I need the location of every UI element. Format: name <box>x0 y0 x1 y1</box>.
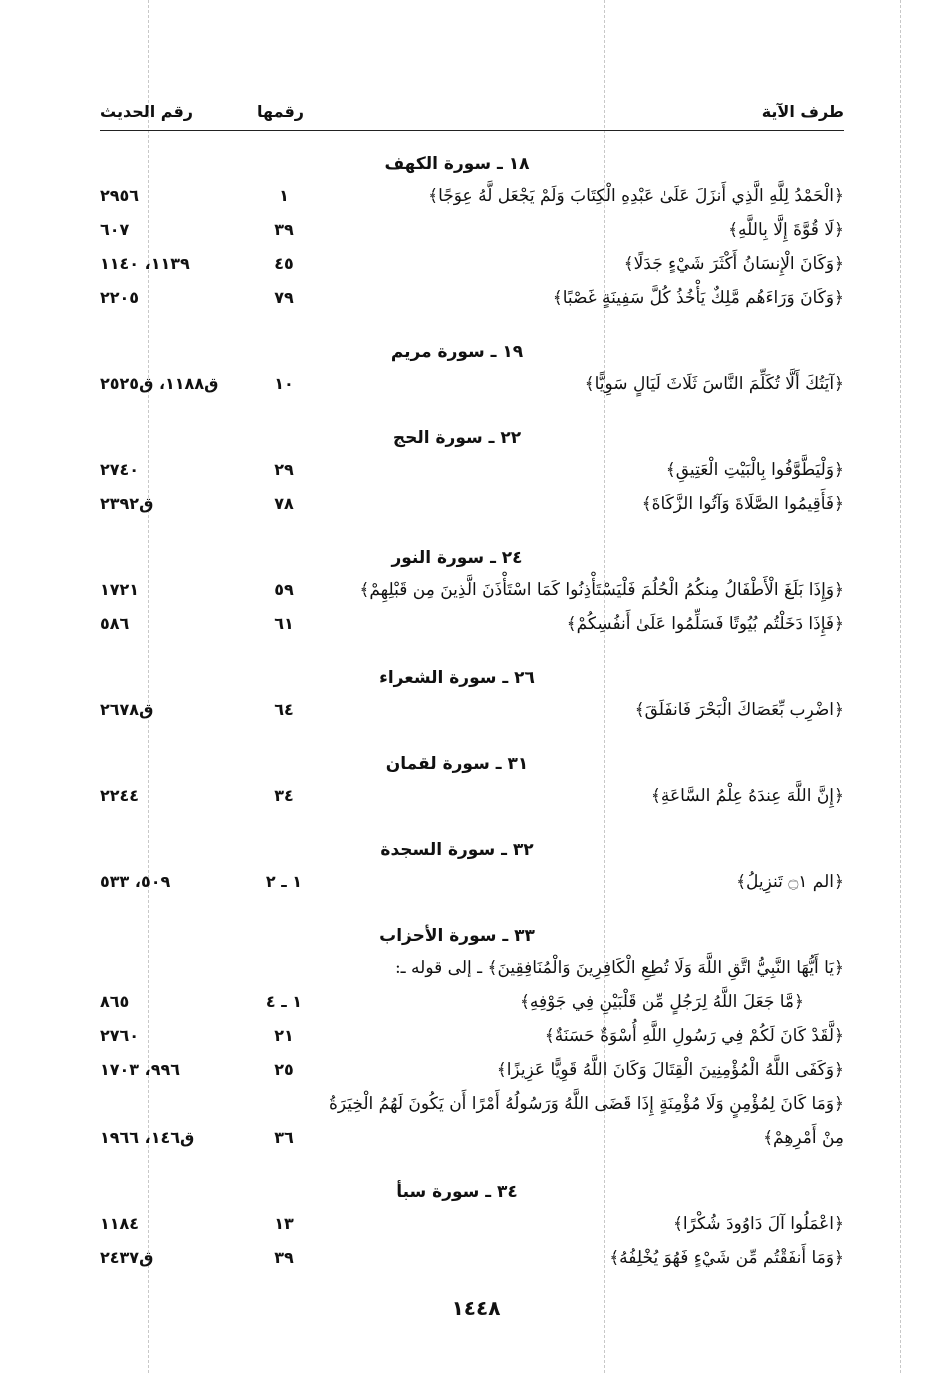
index-page <box>100 96 844 1275</box>
verse-excerpt: ﴿وَكَفَى اللَّهُ الْمُؤْمِنِينَ الْقِتَالَ وَكَانَ اللَّهُ قَوِيًّا عَزِيزًا﴾ <box>496 1060 844 1080</box>
index-row <box>100 247 844 281</box>
verse-excerpt: ﴿اضْرِب بِّعَصَاكَ الْبَحْرَ فَانفَلَقَ﴾ <box>634 700 844 720</box>
surah-section <box>100 337 844 401</box>
verse-excerpt: ﴿اعْمَلُوا آلَ دَاوُودَ شُكْرًا﴾ <box>672 1214 844 1234</box>
index-row <box>100 281 844 315</box>
index-row <box>100 985 844 1019</box>
index-row <box>100 213 844 247</box>
verse-excerpt: ﴿إِنَّ اللَّهَ عِندَهُ عِلْمُ السَّاعَةِ﴾ <box>650 786 844 806</box>
index-row <box>100 1087 844 1155</box>
surah-section <box>100 423 844 521</box>
hadith-number: ٢٢٤٤ <box>100 786 140 805</box>
verse-excerpt: ﴿الْحَمْدُ لِلَّهِ الَّذِي أَنزَلَ عَلَىٰ عَبْدِهِ الْكِتَابَ وَلَمْ يَجْعَل لَّهُ عِوَجًا﴾ <box>428 186 844 206</box>
index-row <box>100 865 844 899</box>
index-row <box>100 779 844 813</box>
verse-number: ٢١ <box>274 1026 294 1045</box>
surah-title: ٢٤ ـ سورة النور <box>391 548 523 568</box>
verse-number: ٣٦ <box>274 1128 294 1147</box>
surah-title: ٢٦ ـ سورة الشعراء <box>379 668 535 688</box>
verse-excerpt: ﴿يَا أَيُّهَا النَّبِيُّ اتَّقِ اللَّهَ وَلَا تُطِعِ الْكَافِرِينَ وَالْمُنَافِقِينَ﴾ ـ إلى قوله ـ: <box>394 958 844 978</box>
hadith-number: ٢٢٠٥ <box>100 288 140 307</box>
surah-section <box>100 543 844 641</box>
hadith-number-column-header: رقم الحديث <box>100 102 194 121</box>
index-row <box>100 1019 844 1053</box>
verse-excerpt: ﴿وَمَا كَانَ لِمُؤْمِنٍ وَلَا مُؤْمِنَةٍ إِذَا قَضَى اللَّهُ وَرَسُولُهُ أَمْرًا أَن يَكُونَ لَهُمُ الْخِيَرَةُ مِنْ أَمْرِهِمْ﴾ <box>328 1094 844 1148</box>
surah-title: ٣٤ ـ سورة سبأ <box>396 1182 518 1202</box>
hadith-number: ق٢٣٩٢ <box>100 494 154 513</box>
index-row <box>100 179 844 213</box>
hadith-number: ٥٨٦ <box>100 614 130 633</box>
verse-number: ٧٨ <box>274 494 294 513</box>
verse-excerpt: ﴿مَّا جَعَلَ اللَّهُ لِرَجُلٍ مِّن قَلْبَيْنِ فِي جَوْفِهِ﴾ <box>519 992 804 1012</box>
verse-excerpt: ﴿لَا قُوَّةَ إِلَّا بِاللَّهِ﴾ <box>728 220 844 240</box>
hadith-number: ٥٠٩، ٥٣٣ <box>100 872 171 891</box>
verse-number: ١٠ <box>274 374 294 393</box>
index-row <box>100 487 844 521</box>
hadith-number: ٦٠٧ <box>100 220 130 239</box>
surah-title: ٣١ ـ سورة لقمان <box>385 754 529 774</box>
surah-section <box>100 921 844 1155</box>
verse-number: ٥٩ <box>274 580 294 599</box>
hadith-number: ق٢٦٧٨ <box>100 700 154 719</box>
verse-number: ٧٩ <box>274 288 294 307</box>
surah-section <box>100 1177 844 1275</box>
verse-excerpt: ﴿وَكَانَ الْإِنسَانُ أَكْثَرَ شَيْءٍ جَدَلًا﴾ <box>623 254 844 274</box>
verse-number: ٣٤ <box>274 786 294 805</box>
surah-title: ٢٢ ـ سورة الحج <box>392 428 522 448</box>
verse-excerpt: ﴿وَإِذَا بَلَغَ الْأَطْفَالُ مِنكُمُ الْحُلُمَ فَلْيَسْتَأْذِنُوا كَمَا اسْتَأْذَنَ الَّذِينَ مِن قَبْلِهِمْ﴾ <box>359 580 844 600</box>
hadith-number: ١١٨٤ <box>100 1214 140 1233</box>
index-row <box>100 607 844 641</box>
verse-excerpt: ﴿فَإِذَا دَخَلْتُم بُيُوتًا فَسَلِّمُوا عَلَىٰ أَنفُسِكُمْ﴾ <box>566 614 844 634</box>
hadith-number: ٢٧٦٠ <box>100 1026 140 1045</box>
verse-excerpt: ﴿لَّقَدْ كَانَ لَكُمْ فِي رَسُولِ اللَّهِ أُسْوَةٌ حَسَنَةٌ﴾ <box>544 1026 844 1046</box>
verse-number-column-header: رقمها <box>257 102 304 121</box>
hadith-number: ٢٧٤٠ <box>100 460 140 479</box>
index-row <box>100 1207 844 1241</box>
hadith-number: ق١١٨٨، ق٢٥٢٥ <box>100 374 219 393</box>
index-row <box>100 693 844 727</box>
hadith-number: ق١٤٦، ١٩٦٦ <box>100 1128 195 1147</box>
table-header <box>100 96 844 131</box>
verse-excerpt: ﴿الم ۝١ تَنزِيلُ﴾ <box>736 872 844 892</box>
hadith-number: ٢٩٥٦ <box>100 186 140 205</box>
surah-section <box>100 835 844 899</box>
verse-excerpt: ﴿وَلْيَطَّوَّفُوا بِالْبَيْتِ الْعَتِيقِ﴾ <box>665 460 844 480</box>
hadith-number: ق٢٤٣٧ <box>100 1248 154 1267</box>
hadith-number: ٨٦٥ <box>100 992 130 1011</box>
index-row <box>100 1053 844 1087</box>
page-number: ١٤٤٨ <box>451 1296 501 1320</box>
index-row <box>100 573 844 607</box>
hadith-number: ٩٩٦، ١٧٠٣ <box>100 1060 181 1079</box>
surah-title: ١٨ ـ سورة الكهف <box>384 154 530 174</box>
verse-number: ٢٥ <box>274 1060 294 1079</box>
verse-excerpt: ﴿آيَتُكَ أَلَّا تُكَلِّمَ النَّاسَ ثَلَاثَ لَيَالٍ سَوِيًّا﴾ <box>584 374 844 394</box>
verse-number: ٦٤ <box>274 700 294 719</box>
verse-column-header: طرف الآية <box>761 102 844 121</box>
index-content <box>100 149 844 1275</box>
index-row <box>100 1241 844 1275</box>
index-row <box>100 367 844 401</box>
index-row <box>100 951 844 985</box>
surah-section <box>100 749 844 813</box>
surah-title: ١٩ ـ سورة مريم <box>390 342 524 362</box>
verse-number: ٣٩ <box>274 1248 294 1267</box>
surah-title: ٣٢ ـ سورة السجدة <box>380 840 534 860</box>
hadith-number: ١٧٢١ <box>100 580 140 599</box>
verse-number: ١ <box>279 186 289 205</box>
verse-excerpt: ﴿وَكَانَ وَرَاءَهُم مَّلِكٌ يَأْخُذُ كُلَّ سَفِينَةٍ غَصْبًا﴾ <box>552 288 844 308</box>
surah-section <box>100 663 844 727</box>
verse-number: ١ ـ ٤ <box>265 992 303 1011</box>
verse-number: ١٣ <box>274 1214 294 1233</box>
verse-number: ٢٩ <box>274 460 294 479</box>
verse-number: ٣٩ <box>274 220 294 239</box>
index-row <box>100 453 844 487</box>
verse-excerpt: ﴿وَمَا أَنفَقْتُم مِّن شَيْءٍ فَهُوَ يُخْلِفُهُ﴾ <box>609 1248 844 1268</box>
verse-number: ٦١ <box>274 614 294 633</box>
hadith-number: ١١٣٩، ١١٤٠ <box>100 254 190 273</box>
verse-number: ٤٥ <box>274 254 294 273</box>
surah-section <box>100 149 844 315</box>
verse-excerpt: ﴿فَأَقِيمُوا الصَّلَاةَ وَآتُوا الزَّكَاةَ﴾ <box>641 494 844 514</box>
verse-number: ١ ـ ٢ <box>265 872 303 891</box>
surah-title: ٣٣ ـ سورة الأحزاب <box>379 926 535 946</box>
